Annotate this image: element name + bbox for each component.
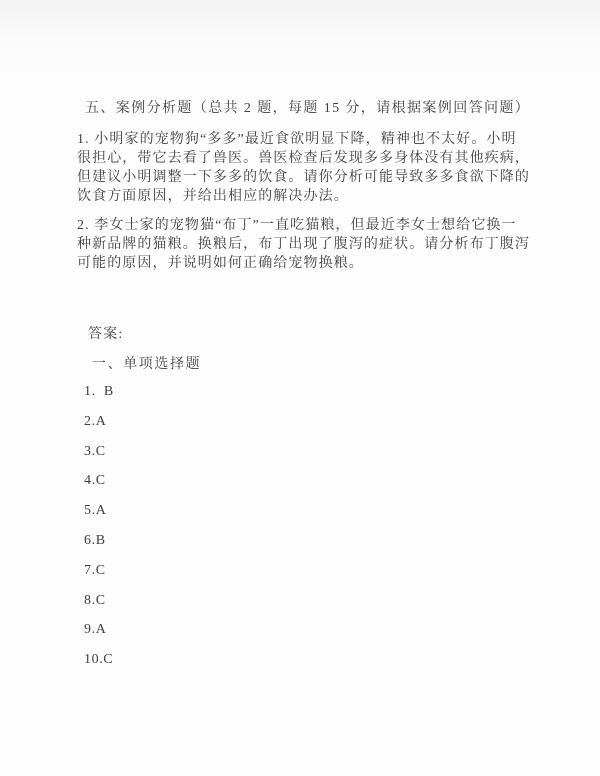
answer-item-7: 7.C — [84, 562, 106, 578]
question-1 — [77, 130, 530, 206]
question-2-line-1: 2. 李女士家的宠物猫“布丁”一直吃猫粮，但最近李女士想给它换一 — [77, 218, 517, 233]
question-2-line-2: 种新品牌的猫粮。换粮后，布丁出现了腹泻的症状。请分析布丁腹泻 — [77, 237, 530, 252]
answers-section-heading: 一、单项选择题 — [92, 357, 202, 372]
question-1-line-4: 饮食方面原因，并给出相应的解决办法。 — [77, 189, 349, 204]
answer-item-2: 2.A — [84, 413, 107, 429]
answer-item-5: 5.A — [84, 503, 107, 519]
question-1-line-3: 但建议小明调整一下多多的饮食。请你分析可能导致多多食欲下降的 — [77, 170, 530, 185]
question-1-line-2: 很担心，带它去看了兽医。兽医检查后发现多多身体没有其他疾病， — [77, 151, 530, 166]
answers-label: 答案: — [88, 327, 124, 342]
answer-item-8: 8.C — [84, 592, 106, 608]
question-2 — [77, 216, 530, 273]
answer-item-4: 4.C — [84, 473, 106, 489]
section-heading: 五、案例分析题（总共 2 题，每题 15 分，请根据案例回答问题） — [85, 101, 531, 116]
question-2-line-3: 可能的原因，并说明如何正确给宠物换粮。 — [77, 256, 364, 271]
answer-item-6: 6.B — [84, 532, 106, 548]
answer-item-10: 10.C — [84, 652, 114, 668]
answer-item-3: 3.C — [84, 443, 106, 459]
answer-item-1: 1. B — [84, 384, 114, 399]
answer-item-9: 9.A — [84, 622, 107, 638]
answer-list — [84, 382, 114, 680]
question-1-line-1: 1. 小明家的宠物狗“多多”最近食欲明显下降，精神也不太好。小明 — [77, 132, 517, 147]
